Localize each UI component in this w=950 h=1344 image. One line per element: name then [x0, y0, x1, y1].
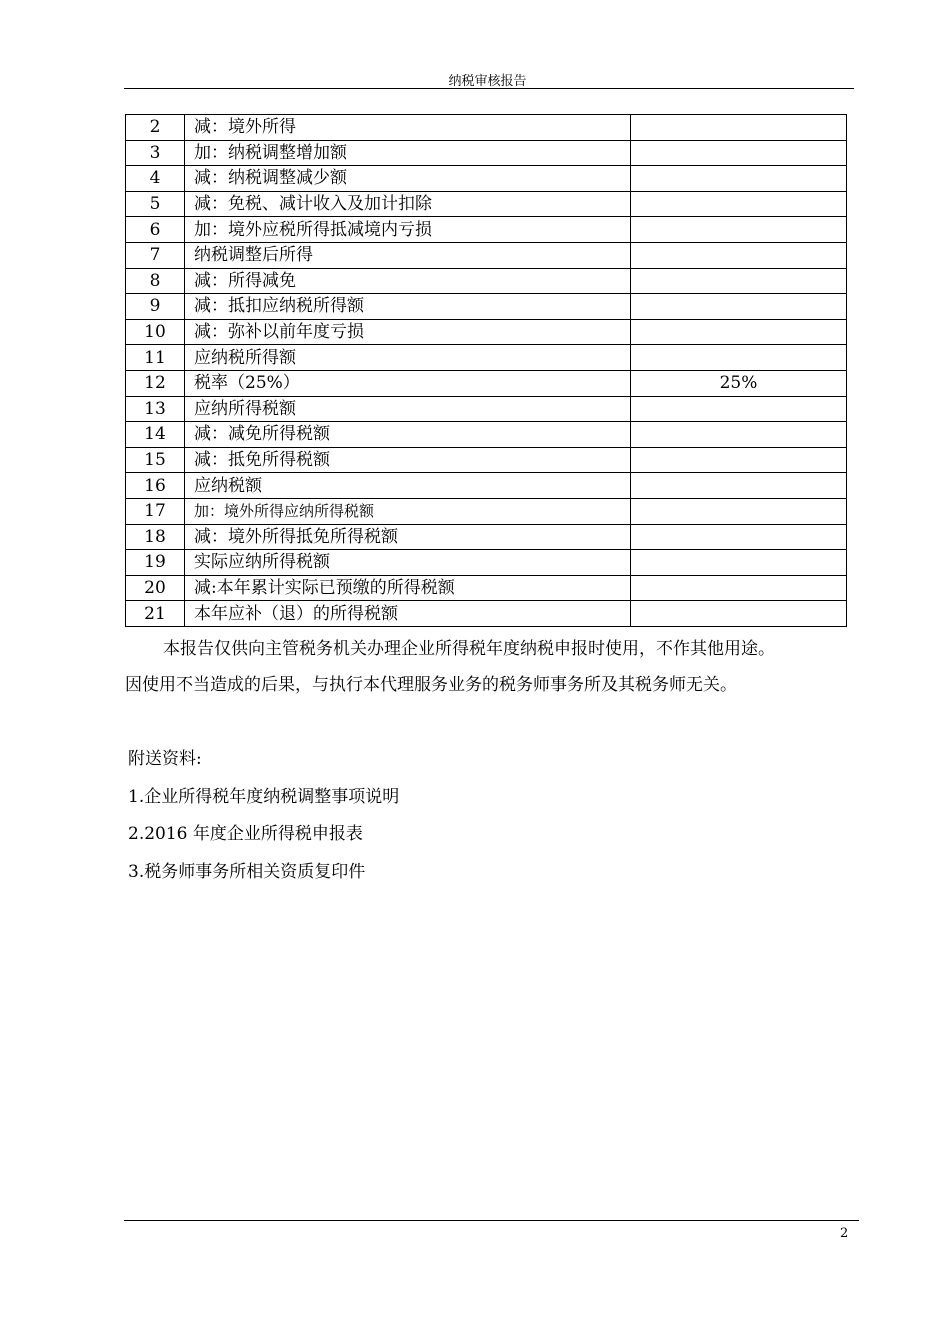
attachments-section — [128, 744, 399, 894]
row-value — [631, 140, 847, 166]
row-number: 17 — [126, 498, 185, 524]
row-item-label: 加：纳税调整增加额 — [185, 140, 631, 166]
row-number: 3 — [126, 140, 185, 166]
row-number: 2 — [126, 115, 185, 141]
row-number: 14 — [126, 422, 185, 448]
row-item-label: 纳税调整后所得 — [185, 242, 631, 268]
row-item-label: 减：纳税调整减少额 — [185, 166, 631, 192]
header-divider — [124, 88, 854, 89]
row-value — [631, 191, 847, 217]
row-number: 5 — [126, 191, 185, 217]
row-value — [631, 166, 847, 192]
attachment-item: 1.企业所得税年度纳税调整事项说明 — [128, 786, 400, 807]
row-number: 16 — [126, 473, 185, 499]
row-item-label: 减：抵扣应纳税所得额 — [185, 294, 631, 320]
attachments-heading: 附送资料: — [128, 749, 202, 769]
row-item-label: 减：弥补以前年度亏损 — [185, 319, 631, 345]
page-header-title: 纳税审核报告 — [448, 74, 527, 89]
row-item-label: 税率（25%） — [185, 370, 631, 396]
tax-computation-table — [125, 114, 847, 627]
row-value — [631, 396, 847, 422]
row-number: 12 — [126, 370, 185, 396]
table-row — [126, 524, 847, 550]
row-item-label: 减：境外所得 — [185, 115, 631, 141]
row-value — [631, 601, 847, 627]
row-item-label: 加：境外应税所得抵减境内亏损 — [185, 217, 631, 243]
row-number: 11 — [126, 345, 185, 371]
statement-line-1: 本报告仅供向主管税务机关办理企业所得税年度纳税申报时使用，不作其他用途。 — [163, 639, 775, 659]
table-row — [126, 140, 847, 166]
row-value — [631, 422, 847, 448]
row-value — [631, 294, 847, 320]
table-row — [126, 550, 847, 576]
table-row — [126, 422, 847, 448]
row-value — [631, 473, 847, 499]
row-value: 25% — [631, 370, 847, 396]
row-number: 9 — [126, 294, 185, 320]
table-row — [126, 498, 847, 524]
row-item-label: 减：所得减免 — [185, 268, 631, 294]
table-row — [126, 396, 847, 422]
footer-divider — [124, 1220, 859, 1221]
row-number: 10 — [126, 319, 185, 345]
row-value — [631, 575, 847, 601]
table-row — [126, 166, 847, 192]
row-value — [631, 550, 847, 576]
table-row — [126, 294, 847, 320]
table-row — [126, 191, 847, 217]
table-row — [126, 319, 847, 345]
row-value — [631, 524, 847, 550]
row-value — [631, 345, 847, 371]
row-number: 15 — [126, 447, 185, 473]
statement-line-2: 因使用不当造成的后果，与执行本代理服务业务的税务师事务所及其税务师无关。 — [125, 675, 737, 695]
table-row — [126, 370, 847, 396]
row-item-label: 应纳税所得额 — [185, 345, 631, 371]
row-item-label: 应纳税额 — [185, 473, 631, 499]
table-row — [126, 242, 847, 268]
row-item-label: 实际应纳所得税额 — [185, 550, 631, 576]
row-item-label: 应纳所得税额 — [185, 396, 631, 422]
table-row — [126, 601, 847, 627]
row-item-label: 减：境外所得抵免所得税额 — [185, 524, 631, 550]
row-number: 6 — [126, 217, 185, 243]
row-number: 18 — [126, 524, 185, 550]
row-number: 20 — [126, 575, 185, 601]
attachment-item: 3.税务师事务所相关资质复印件 — [128, 861, 366, 882]
table-row — [126, 575, 847, 601]
row-value — [631, 498, 847, 524]
row-number: 7 — [126, 242, 185, 268]
row-value — [631, 217, 847, 243]
row-item-label: 减:本年累计实际已预缴的所得税额 — [185, 575, 631, 601]
row-number: 8 — [126, 268, 185, 294]
row-item-label: 本年应补（退）的所得税额 — [185, 601, 631, 627]
row-number: 4 — [126, 166, 185, 192]
table-row — [126, 217, 847, 243]
row-value — [631, 447, 847, 473]
row-value — [631, 319, 847, 345]
table-row — [126, 115, 847, 141]
page-number: 2 — [840, 1226, 849, 1241]
table-row — [126, 268, 847, 294]
row-number: 21 — [126, 601, 185, 627]
table-row — [126, 447, 847, 473]
row-value — [631, 115, 847, 141]
row-item-label: 减：减免所得税额 — [185, 422, 631, 448]
table-row — [126, 473, 847, 499]
row-value — [631, 268, 847, 294]
row-number: 13 — [126, 396, 185, 422]
row-item-label: 加：境外所得应纳所得税额 — [185, 498, 631, 524]
row-item-label: 减：抵免所得税额 — [185, 447, 631, 473]
report-statement — [125, 631, 855, 703]
row-number: 19 — [126, 550, 185, 576]
attachment-item: 2.2016 年度企业所得税申报表 — [128, 824, 363, 844]
row-value — [631, 242, 847, 268]
row-item-label: 减：免税、减计收入及加计扣除 — [185, 191, 631, 217]
table-row — [126, 345, 847, 371]
